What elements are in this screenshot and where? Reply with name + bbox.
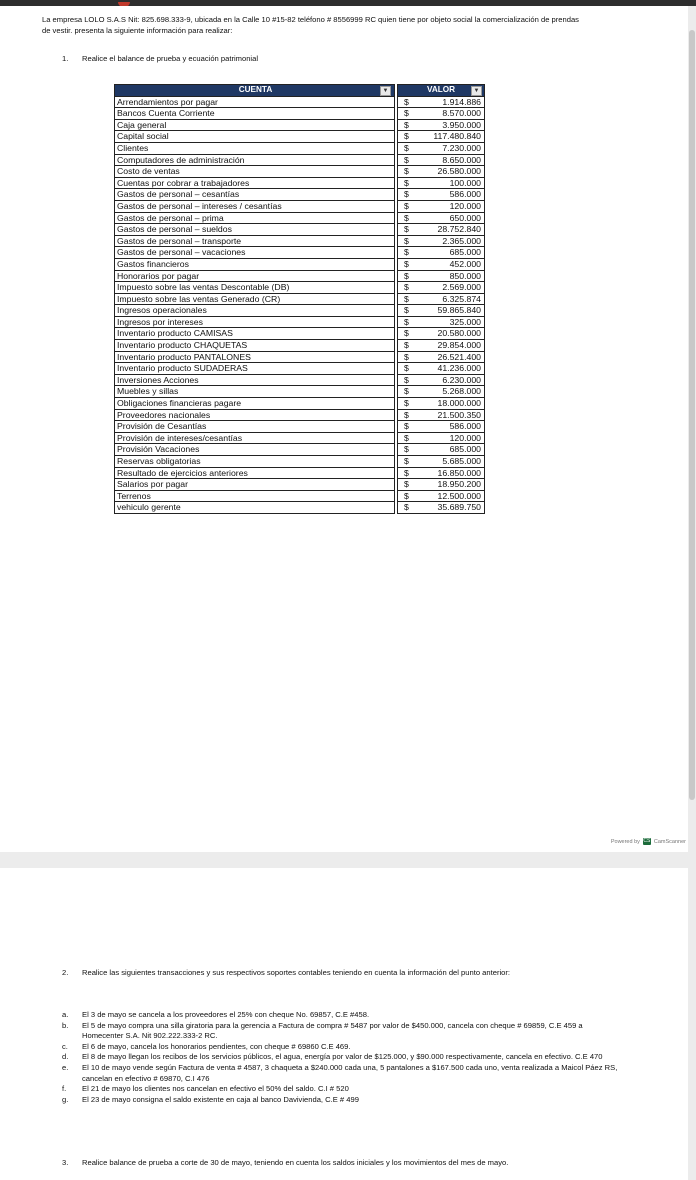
currency-symbol: $	[404, 200, 409, 211]
currency-symbol: $	[404, 502, 409, 513]
table-row	[115, 166, 485, 178]
header-account-label: CUENTA	[238, 85, 273, 94]
account-value-cell	[398, 166, 485, 178]
account-value: 8.570.000	[442, 108, 481, 119]
item-letter: d.	[62, 1052, 69, 1062]
account-value: 8.650.000	[442, 154, 481, 165]
account-value-cell	[398, 444, 485, 456]
account-value: 5.268.000	[442, 386, 481, 397]
table-row	[115, 386, 485, 398]
account-name: Resultado de ejercicios anteriores	[115, 467, 395, 479]
account-value: 452.000	[449, 258, 481, 269]
account-name: Salarios por pagar	[115, 479, 395, 491]
account-value-cell	[398, 432, 485, 444]
scanner-footer	[611, 838, 686, 845]
account-value-cell	[398, 374, 485, 386]
account-name: Gastos financieros	[115, 258, 395, 270]
currency-symbol: $	[404, 212, 409, 223]
account-value-cell	[398, 154, 485, 166]
account-value: 29.854.000	[437, 340, 481, 351]
list-item	[62, 1063, 622, 1084]
account-value-cell	[398, 363, 485, 375]
account-value-cell	[398, 502, 485, 514]
currency-symbol: $	[404, 119, 409, 130]
table-row	[115, 247, 485, 259]
table-row	[115, 258, 485, 270]
intro-paragraph: La empresa LOLO S.A.S Nit: 825.698.333-9, ubicada en la Calle 10 #15-82 teléfono # 8556999 RC quien tiene por objeto social la comercialización de prendas de vestir. presenta la siguiente información para realizar:	[42, 15, 579, 35]
table-row	[115, 316, 485, 328]
currency-symbol: $	[404, 258, 409, 269]
account-value-cell	[398, 177, 485, 189]
account-value-cell	[398, 316, 485, 328]
question-1	[62, 54, 258, 63]
account-value-cell	[398, 224, 485, 236]
account-name: Inventario producto SUDADERAS	[115, 363, 395, 375]
powered-by-text: Powered by	[610, 838, 640, 845]
currency-symbol: $	[404, 444, 409, 455]
account-value: 120.000	[449, 200, 481, 211]
header-value	[398, 85, 485, 97]
item-letter: c.	[62, 1041, 68, 1051]
account-value: 5.685.000	[442, 456, 481, 466]
account-value: 59.865.840	[437, 305, 481, 316]
item-text: El 6 de mayo, cancela los honorarios pendientes, con cheque # 69860 C.E 469.	[82, 1041, 351, 1051]
currency-symbol: $	[404, 409, 409, 420]
account-name: Provisión de intereses/cesantías	[115, 432, 395, 444]
item-letter: f.	[62, 1084, 67, 1094]
balance-table	[114, 84, 485, 514]
currency-symbol: $	[404, 456, 409, 466]
account-value-cell	[398, 96, 485, 108]
item-letter: e.	[62, 1062, 69, 1072]
account-name: Muebles y sillas	[115, 386, 395, 398]
account-value: 3.950.000	[442, 119, 481, 130]
account-value-cell	[398, 247, 485, 259]
item-text: El 23 de mayo consigna el saldo existente en caja al banco Davivienda, C.E # 499	[82, 1094, 359, 1104]
header-value-label: VALOR	[426, 85, 456, 94]
table-row	[115, 224, 485, 236]
account-name: Gastos de personal – sueldos	[115, 224, 395, 236]
account-value: 26.580.000	[437, 166, 481, 177]
table-row	[115, 96, 485, 108]
account-name: Impuesto sobre las ventas Descontable (DB)	[115, 282, 395, 294]
account-name: Gastos de personal – cesantías	[115, 189, 395, 201]
currency-symbol: $	[404, 270, 409, 281]
question-1-text: Realice el balance de prueba y ecuación patrimonial	[82, 54, 259, 63]
account-name: Impuesto sobre las ventas Generado (CR)	[115, 293, 395, 305]
currency-symbol: $	[404, 398, 409, 409]
list-item	[62, 1095, 622, 1106]
account-value-cell	[398, 467, 485, 479]
account-name: Computadores de administración	[115, 154, 395, 166]
account-value-cell	[398, 293, 485, 305]
currency-symbol: $	[404, 340, 409, 351]
currency-symbol: $	[404, 96, 409, 107]
account-name: Terrenos	[115, 490, 395, 502]
currency-symbol: $	[404, 363, 409, 374]
account-value-cell	[398, 235, 485, 247]
account-value: 850.000	[449, 270, 481, 281]
table-row	[115, 502, 485, 514]
question-3	[62, 1158, 508, 1167]
currency-symbol: $	[404, 247, 409, 258]
account-value: 685.000	[449, 247, 481, 258]
account-name: Provisión de Cesantías	[115, 421, 395, 433]
table-row	[115, 108, 485, 120]
currency-symbol: $	[404, 374, 409, 385]
account-value-cell	[398, 258, 485, 270]
currency-symbol: $	[404, 108, 409, 119]
account-value: 2.365.000	[442, 235, 481, 246]
account-value-cell	[398, 479, 485, 491]
account-value: 35.689.750	[437, 502, 481, 513]
currency-symbol: $	[404, 479, 409, 490]
item-text: El 8 de mayo llegan los recibos de los servicios públicos, el agua, energía por valor de $125.000, y $90.000 respectivamente, cancela en efectivo. C.E 470	[82, 1052, 603, 1062]
account-name: Ingresos por intereses	[115, 316, 395, 328]
list-item	[62, 1010, 622, 1021]
list-item	[62, 1042, 622, 1053]
account-value: 120.000	[449, 432, 481, 443]
currency-symbol: $	[404, 421, 409, 432]
account-value-cell	[398, 200, 485, 212]
account-value-cell	[398, 340, 485, 352]
account-name: Gastos de personal – intereses / cesantías	[115, 200, 395, 212]
account-name: Inventario producto PANTALONES	[115, 351, 395, 363]
currency-symbol: $	[404, 142, 409, 153]
account-value: 685.000	[449, 444, 481, 455]
account-value: 18.950.200	[437, 479, 481, 490]
currency-symbol: $	[404, 490, 409, 501]
account-value-cell	[398, 282, 485, 294]
currency-symbol: $	[404, 467, 409, 478]
table-row	[115, 456, 485, 468]
currency-symbol: $	[404, 177, 409, 188]
list-item	[62, 1052, 622, 1063]
table-row	[115, 154, 485, 166]
table-row	[115, 119, 485, 131]
list-item	[62, 1084, 622, 1095]
account-value: 16.850.000	[437, 467, 481, 478]
table-row	[115, 200, 485, 212]
account-name: Reservas obligatorias	[115, 456, 395, 468]
scrollbar[interactable]	[689, 30, 695, 800]
item-text: El 21 de mayo los clientes nos cancelan en efectivo el 50% del saldo. C.I # 520	[82, 1084, 349, 1094]
table-row	[115, 479, 485, 491]
account-name: Provisión Vacaciones	[115, 444, 395, 456]
account-value-cell	[398, 189, 485, 201]
currency-symbol: $	[404, 166, 409, 177]
item-letter: b.	[62, 1020, 69, 1030]
filter-dropdown-icon[interactable]: ▼	[380, 86, 391, 96]
account-value: 41.236.000	[437, 363, 481, 374]
currency-symbol: $	[404, 328, 409, 339]
table-row	[115, 282, 485, 294]
table-row	[115, 398, 485, 410]
account-name: vehiculo gerente	[115, 502, 395, 514]
table-row	[115, 235, 485, 247]
account-value: 18.000.000	[437, 398, 481, 409]
table-row	[115, 432, 485, 444]
question-1-number: 1.	[62, 54, 69, 63]
account-name: Clientes	[115, 142, 395, 154]
account-name: Ingresos operacionales	[115, 305, 395, 317]
account-value: 1.914.886	[442, 96, 481, 107]
account-name: Arrendamientos por pagar	[115, 96, 395, 108]
account-value-cell	[398, 398, 485, 410]
account-value: 6.230.000	[442, 374, 481, 385]
question-2	[62, 968, 510, 977]
account-name: Capital social	[115, 131, 395, 143]
currency-symbol: $	[404, 189, 409, 200]
item-text: El 3 de mayo se cancela a los proveedores el 25% con cheque No. 69857, C.E #458.	[82, 1010, 370, 1019]
table-row	[115, 212, 485, 224]
question-2-text: Realice las siguientes transacciones y sus respectivos soportes contables teniendo en cuenta la información del punto anterior:	[82, 968, 511, 977]
account-value: 586.000	[449, 189, 481, 200]
account-value-cell	[398, 421, 485, 433]
account-value-cell	[398, 212, 485, 224]
table-row	[115, 177, 485, 189]
account-value-cell	[398, 119, 485, 131]
currency-symbol: $	[404, 305, 409, 316]
table-row	[115, 189, 485, 201]
currency-symbol: $	[404, 351, 409, 362]
table-row	[115, 328, 485, 340]
account-value: 21.500.350	[437, 409, 481, 420]
camscanner-brand: CamScanner	[653, 838, 686, 845]
currency-symbol: $	[404, 131, 409, 142]
account-value-cell	[398, 328, 485, 340]
table-row	[115, 351, 485, 363]
list-item	[62, 1021, 622, 1042]
table-row	[115, 444, 485, 456]
account-value: 7.230.000	[442, 142, 481, 153]
account-value: 20.580.000	[437, 328, 481, 339]
table-row	[115, 305, 485, 317]
account-value-cell	[398, 108, 485, 120]
account-value: 2.569.000	[442, 282, 481, 293]
account-name: Gastos de personal – transporte	[115, 235, 395, 247]
account-value-cell	[398, 409, 485, 421]
account-value-cell	[398, 131, 485, 143]
account-name: Caja general	[115, 119, 395, 131]
account-value-cell	[398, 490, 485, 502]
table-row	[115, 293, 485, 305]
account-name: Gastos de personal – vacaciones	[115, 247, 395, 259]
account-name: Inventario producto CHAQUETAS	[115, 340, 395, 352]
account-name: Gastos de personal – prima	[115, 212, 395, 224]
account-value: 586.000	[449, 421, 481, 432]
table-row	[115, 142, 485, 154]
question-2-number: 2.	[62, 968, 69, 977]
account-value-cell	[398, 456, 485, 468]
account-name: Proveedores nacionales	[115, 409, 395, 421]
question-3-number: 3.	[62, 1158, 69, 1167]
currency-symbol: $	[404, 316, 409, 327]
account-name: Inventario producto CAMISAS	[115, 328, 395, 340]
account-name: Obligaciones financieras pagare	[115, 398, 395, 410]
account-value: 28.752.840	[437, 224, 481, 235]
currency-symbol: $	[404, 224, 409, 235]
currency-symbol: $	[404, 154, 409, 165]
table-row	[115, 270, 485, 282]
account-value: 12.500.000	[437, 490, 481, 501]
account-name: Honorarios por pagar	[115, 270, 395, 282]
question-3-text: Realice balance de prueba a corte de 30 de mayo, teniendo en cuenta los saldos iniciales y los movimientos del mes de mayo.	[82, 1158, 509, 1167]
account-name: Cuentas por cobrar a trabajadores	[115, 177, 395, 189]
currency-symbol: $	[404, 386, 409, 397]
account-value-cell	[398, 351, 485, 363]
table-row	[115, 131, 485, 143]
header-account	[115, 85, 395, 97]
account-name: Bancos Cuenta Corriente	[115, 108, 395, 120]
transactions-list	[62, 1010, 622, 1105]
account-value: 650.000	[449, 212, 481, 223]
account-value-cell	[398, 270, 485, 282]
table-row	[115, 340, 485, 352]
item-letter: g.	[62, 1094, 69, 1104]
table-row	[115, 409, 485, 421]
table-row	[115, 490, 485, 502]
table-row	[115, 374, 485, 386]
account-value: 117.480.840	[433, 131, 481, 142]
account-value: 6.325.874	[442, 293, 481, 304]
table-row	[115, 421, 485, 433]
account-value: 325.000	[449, 316, 481, 327]
table-row	[115, 363, 485, 375]
item-letter: a.	[62, 1010, 69, 1019]
currency-symbol: $	[404, 235, 409, 246]
filter-dropdown-icon[interactable]: ▼	[471, 86, 482, 96]
camscanner-logo-icon: CS	[643, 838, 651, 844]
currency-symbol: $	[404, 282, 409, 293]
account-value-cell	[398, 386, 485, 398]
account-value: 100.000	[449, 177, 481, 188]
account-name: Costo de ventas	[115, 166, 395, 178]
account-name: Inversiones Acciones	[115, 374, 395, 386]
account-value: 26.521.400	[437, 351, 481, 362]
table-row	[115, 467, 485, 479]
item-text: El 10 de mayo vende según Factura de venta # 4587, 3 chaqueta a $240.000 cada una, 5 pantalones a $167.500 cada uno, venta realizada a Maicol Páez RS, cancelan en efectivo # 69870, C.I 476	[82, 1062, 618, 1083]
account-value-cell	[398, 305, 485, 317]
account-value-cell	[398, 142, 485, 154]
item-text: El 5 de mayo compra una silla giratoria para la gerencia a Factura de compra # 5487 por valor de $450.000, cancela con cheque # 69859, C.E 459 a Homecenter S.A. Nit 902.222.333-2 RC.	[82, 1020, 583, 1041]
currency-symbol: $	[404, 432, 409, 443]
currency-symbol: $	[404, 293, 409, 304]
